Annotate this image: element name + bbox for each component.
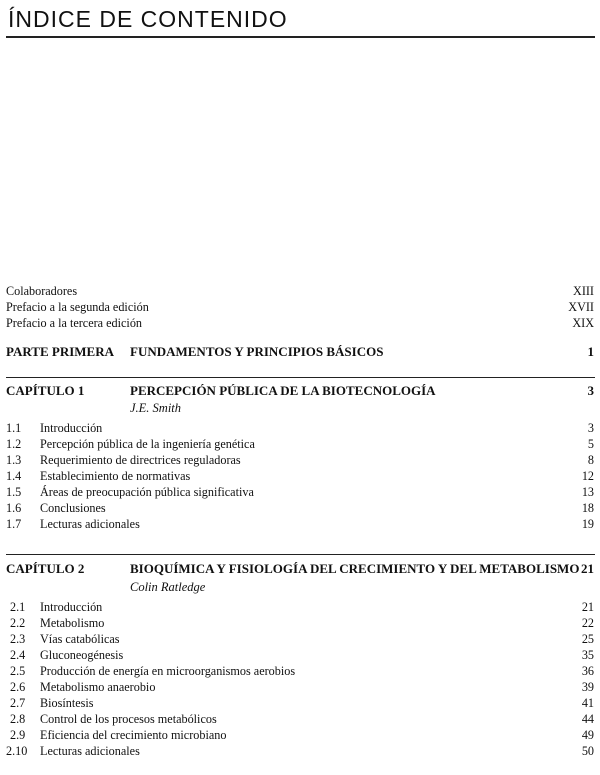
toc-section[interactable] [6, 501, 594, 516]
chapter-author: J.E. Smith [130, 401, 182, 415]
section-page: 3 [587, 421, 594, 435]
section-number: 2.5 [10, 664, 26, 678]
section-title: Control de los procesos metabólicos [40, 712, 217, 726]
section-title: Conclusiones [40, 501, 106, 515]
entry-page: XIII [573, 284, 594, 298]
section-title: Eficiencia del crecimiento microbiano [40, 728, 227, 742]
chapter-label: CAPÍTULO 2 [6, 561, 85, 576]
section-page: 13 [581, 485, 594, 499]
title-divider [6, 36, 595, 38]
section-number: 2.6 [10, 680, 26, 694]
page-title: ÍNDICE DE CONTENIDO [8, 6, 288, 32]
section-title: Introducción [40, 600, 103, 614]
toc-entry-front[interactable] [6, 300, 594, 315]
section-page: 8 [587, 453, 594, 467]
part-page: 1 [587, 344, 594, 359]
section-page: 22 [581, 616, 594, 630]
section-title: Metabolismo [40, 616, 105, 630]
toc-section[interactable] [6, 712, 594, 727]
chapter-heading[interactable] [6, 561, 594, 577]
section-page: 36 [581, 664, 594, 678]
toc-section[interactable] [6, 517, 594, 532]
toc-section[interactable] [6, 744, 594, 759]
part-label: PARTE PRIMERA [6, 344, 114, 359]
chapter-page: 21 [581, 561, 594, 576]
toc-entry-front[interactable] [6, 284, 594, 299]
toc-entry-front[interactable] [6, 316, 594, 331]
section-page: 18 [581, 501, 594, 515]
part-title: FUNDAMENTOS Y PRINCIPIOS BÁSICOS [130, 344, 384, 359]
section-number: 1.3 [6, 453, 22, 467]
section-number: 1.6 [6, 501, 22, 515]
toc-section[interactable] [6, 664, 594, 679]
chapter-divider [6, 377, 595, 378]
entry-page: XVII [568, 300, 594, 314]
chapter-title: BIOQUÍMICA Y FISIOLOGÍA DEL CRECIMIENTO Y DEL METABOLISMO [130, 561, 580, 576]
chapter-heading[interactable] [6, 383, 594, 399]
entry-label: Prefacio a la segunda edición [6, 300, 149, 314]
toc-section[interactable] [6, 680, 594, 695]
toc-section[interactable] [6, 648, 594, 663]
toc-section[interactable] [6, 437, 594, 452]
toc-section[interactable] [6, 485, 594, 500]
section-page: 21 [581, 600, 594, 614]
section-title: Producción de energía en microorganismos aerobios [40, 664, 296, 678]
section-page: 44 [581, 712, 594, 726]
section-number: 2.7 [10, 696, 26, 710]
toc-section[interactable] [6, 632, 594, 647]
toc-section[interactable] [6, 600, 594, 615]
section-number: 1.7 [6, 517, 22, 531]
section-number: 1.2 [6, 437, 22, 451]
section-title: Biosíntesis [40, 696, 94, 710]
section-number: 2.3 [10, 632, 26, 646]
toc-section[interactable] [6, 728, 594, 743]
section-title: Gluconeogénesis [40, 648, 124, 662]
section-page: 12 [581, 469, 594, 483]
section-number: 2.1 [10, 600, 26, 614]
section-number: 1.4 [6, 469, 22, 483]
chapter-author: Colin Ratledge [130, 580, 206, 594]
section-page: 25 [581, 632, 594, 646]
section-page: 41 [581, 696, 594, 710]
section-page: 19 [581, 517, 594, 531]
section-title: Áreas de preocupación pública significativa [40, 485, 254, 499]
toc-section[interactable] [6, 421, 594, 436]
section-title: Introducción [40, 421, 103, 435]
toc-section[interactable] [6, 696, 594, 711]
section-title: Requerimiento de directrices reguladoras [40, 453, 241, 467]
entry-page: XIX [572, 316, 594, 330]
chapter-label: CAPÍTULO 1 [6, 383, 85, 398]
section-page: 50 [581, 744, 594, 758]
section-title: Vías catabólicas [40, 632, 120, 646]
toc-section[interactable] [6, 453, 594, 468]
section-number: 1.1 [6, 421, 22, 435]
entry-label: Prefacio a la tercera edición [6, 316, 143, 330]
chapter-title: PERCEPCIÓN PÚBLICA DE LA BIOTECNOLOGÍA [130, 383, 436, 398]
section-number: 2.2 [10, 616, 26, 630]
section-number: 2.9 [10, 728, 26, 742]
section-title: Percepción pública de la ingeniería genética [40, 437, 255, 451]
section-number: 2.4 [10, 648, 26, 662]
chapter-divider [6, 554, 595, 555]
section-page: 5 [587, 437, 594, 451]
section-title: Lecturas adicionales [40, 517, 140, 531]
section-number: 1.5 [6, 485, 22, 499]
section-page: 39 [581, 680, 594, 694]
section-number: 2.8 [10, 712, 26, 726]
section-title: Metabolismo anaerobio [40, 680, 156, 694]
section-page: 35 [581, 648, 594, 662]
chapter-page: 3 [587, 383, 594, 398]
section-title: Establecimiento de normativas [40, 469, 191, 483]
toc-section[interactable] [6, 469, 594, 484]
toc-section[interactable] [6, 616, 594, 631]
section-title: Lecturas adicionales [40, 744, 140, 758]
section-page: 49 [581, 728, 594, 742]
section-number: 2.10 [6, 744, 28, 758]
entry-label: Colaboradores [6, 284, 78, 298]
